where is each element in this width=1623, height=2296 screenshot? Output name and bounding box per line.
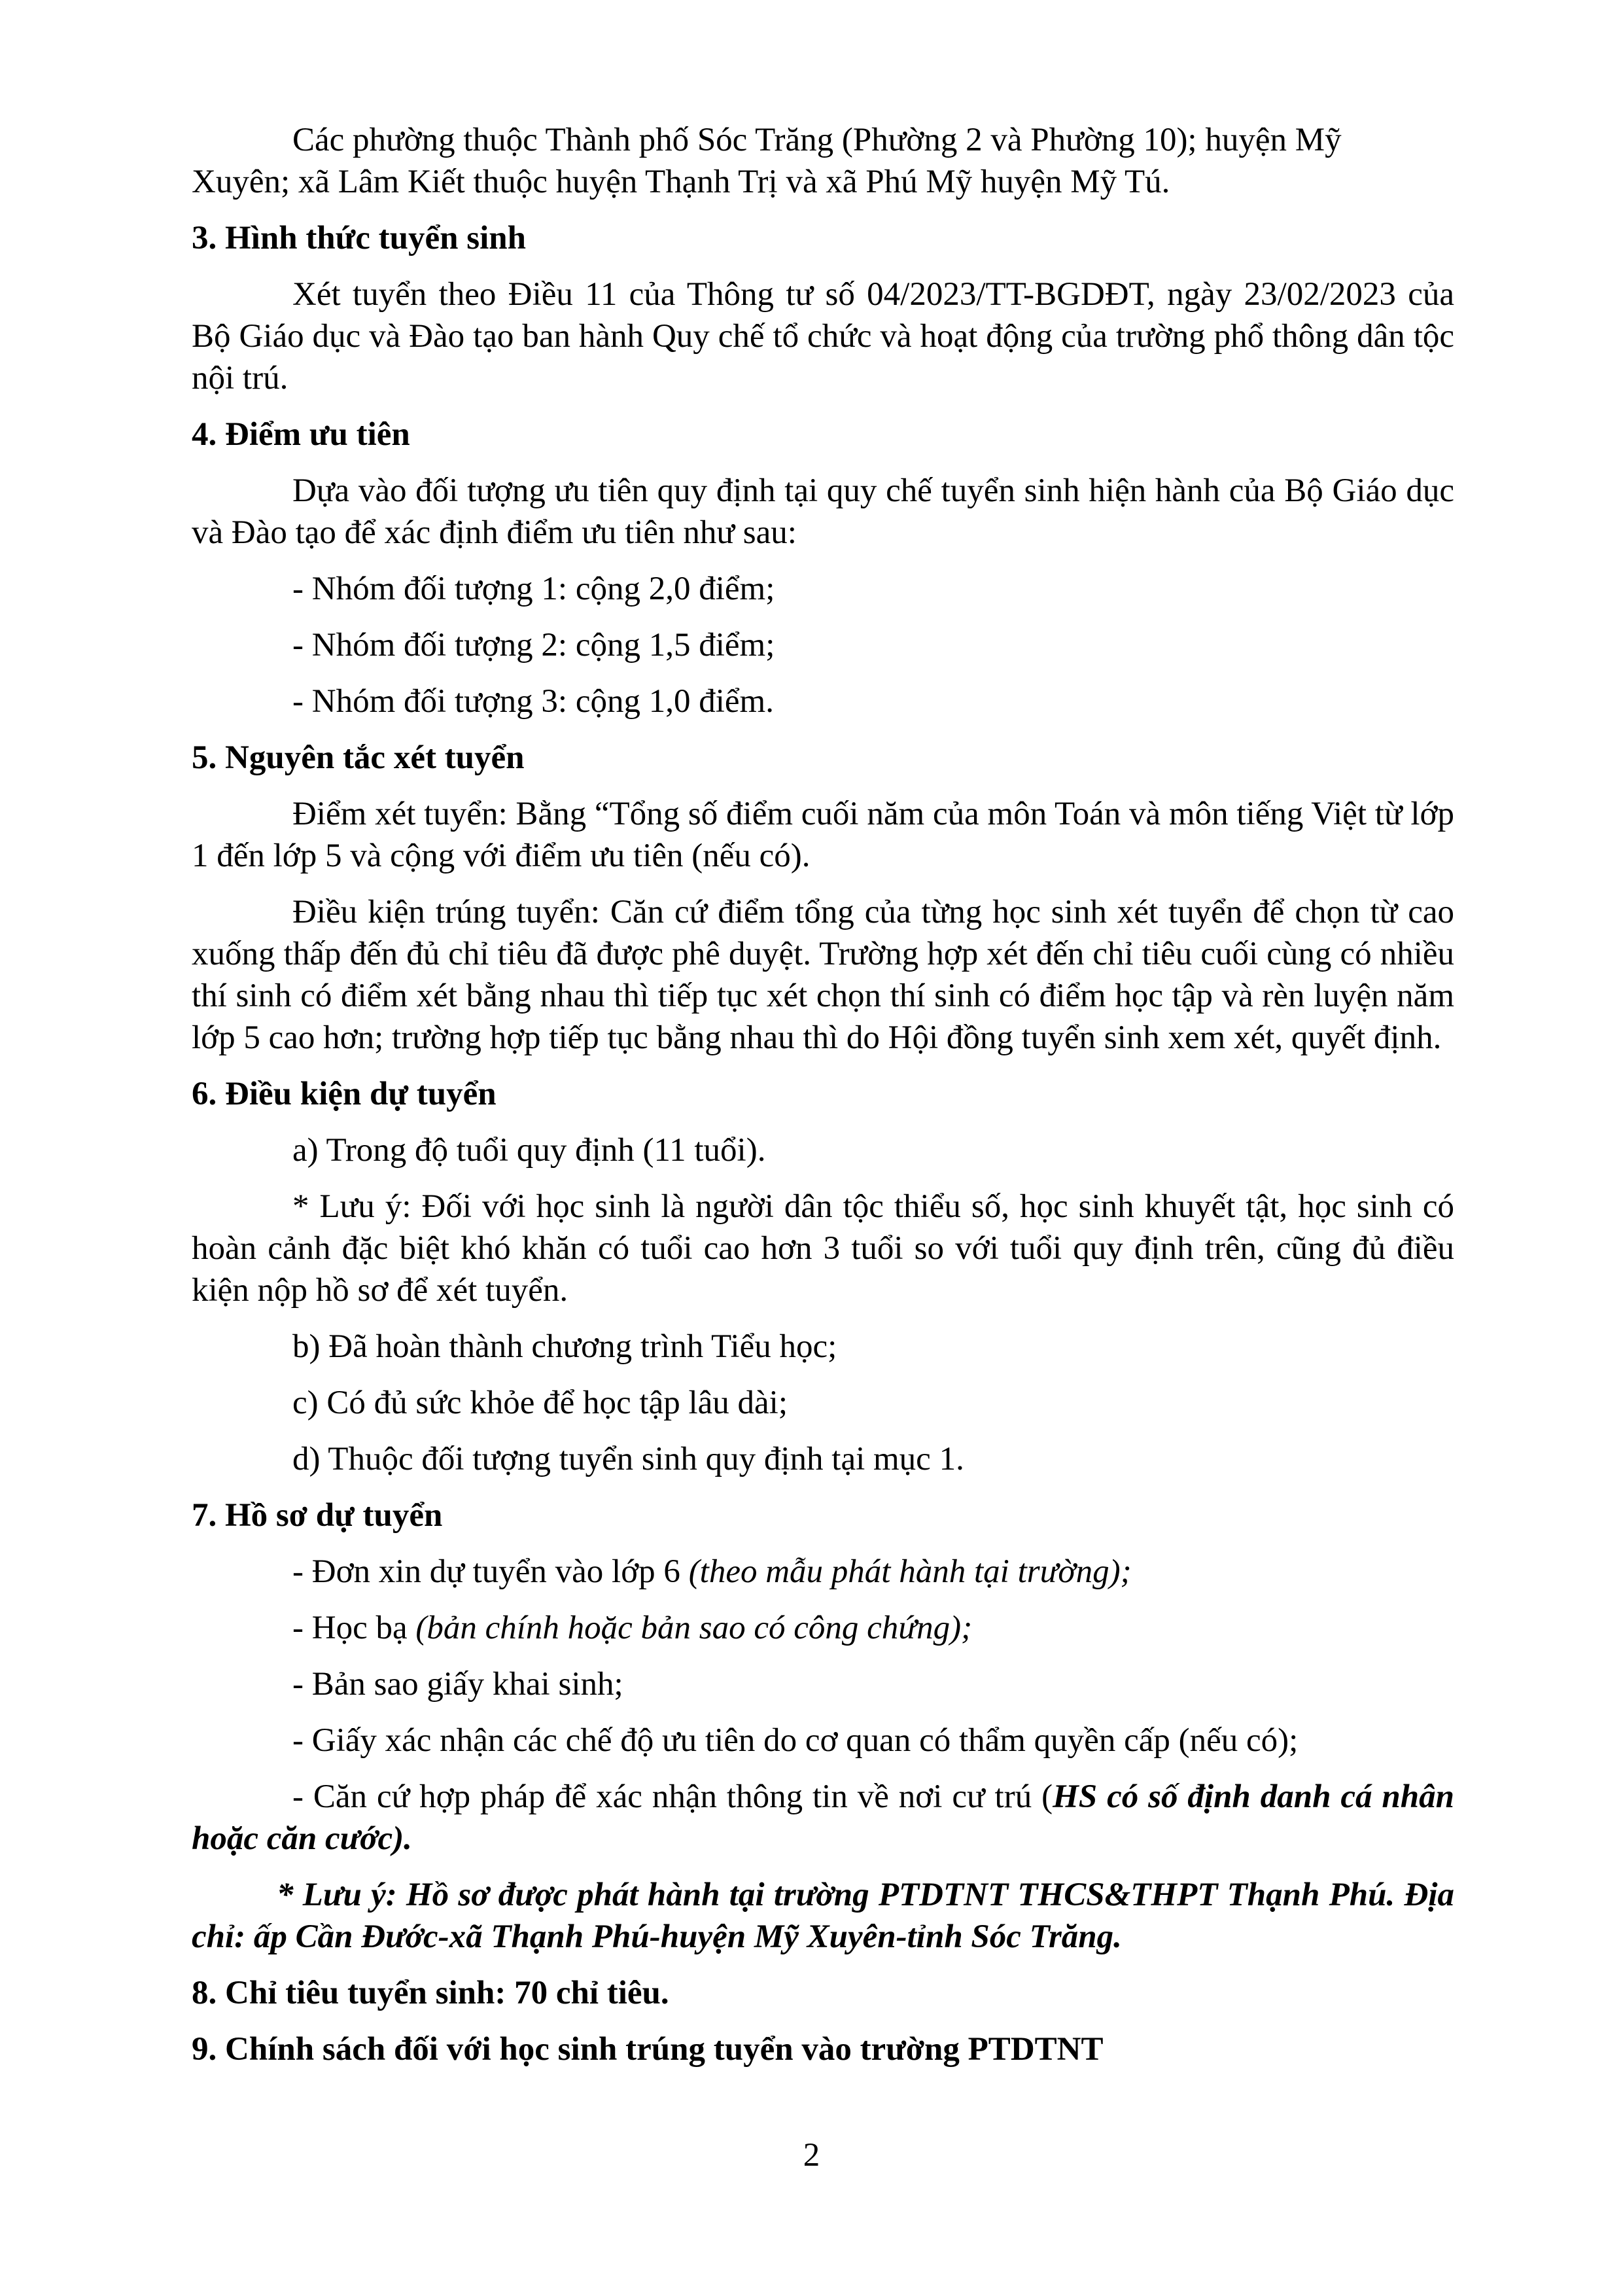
dossier-item-2-italic: (bản chính hoặc bản sao có công chứng); [415,1610,973,1646]
condition-note: * Lưu ý: Đối với học sinh là người dân tộc thiểu số, học sinh khuyết tật, học sinh có hoàn cảnh đặc biệt khó khăn có tuổi cao hơn 3 tuổi so với tuổi quy định trên, cũng đủ điều kiện nộp hồ sơ để xét tuyển. [192,1188,1454,1309]
page-content [192,119,1454,2070]
page-number: 2 [803,2137,820,2174]
intro-line-1: Các phường thuộc Thành phố Sóc Trăng (Phường 2 và Phường 10); huyện Mỹ [292,122,1342,158]
dossier-item-1-text: - Đơn xin dự tuyển vào lớp 6 [292,1553,689,1590]
condition-c: c) Có đủ sức khỏe để học tập lâu dài; [292,1385,788,1421]
intro-line-2: Xuyên; xã Lâm Kiết thuộc huyện Thạnh Trị và xã Phú Mỹ huyện Mỹ Tú. [192,164,1170,200]
dossier-note [192,1874,1454,1958]
section-9-heading: 9. Chính sách đối với học sinh trúng tuyển vào trường PTDTNT [192,2031,1104,2068]
dossier-note-text: Hồ sơ được phát hành tại trường PTDTNT THCS&THPT Thạnh Phú. Địa chỉ: ấp Cần Đước-xã Thạnh Phú-huyện Mỹ Xuyên-tỉnh Sóc Trăng. [192,1877,1454,1955]
section-5-paragraph-2: Điều kiện trúng tuyển: Căn cứ điểm tổng của từng học sinh xét tuyển để chọn từ cao xuống thấp đến đủ chỉ tiêu đã được phê duyệt. Trường hợp xét đến chỉ tiêu cuối cùng có nhiều thí sinh có điểm xét bằng nhau thì tiếp tục xét chọn thí sinh có điểm học tập và rèn luyện năm lớp 5 cao hơn; trường hợp tiếp tục bằng nhau thì do Hội đồng tuyển sinh xem xét, quyết định. [192,894,1454,1056]
dossier-item-5-text: - Căn cứ hợp pháp để xác nhận thông tin về nơi cư trú ( [292,1778,1053,1815]
section-4-body: Dựa vào đối tượng ưu tiên quy định tại quy chế tuyển sinh hiện hành của Bộ Giáo dục và Đào tạo để xác định điểm ưu tiên như sau: [192,472,1454,551]
condition-d: d) Thuộc đối tượng tuyển sinh quy định tại mục 1. [292,1441,964,1477]
priority-item-2: - Nhóm đối tượng 2: cộng 1,5 điểm; [292,627,775,663]
dossier-item-5-bold: HS có số định danh cá nhân hoặc căn cước). [192,1778,1455,1857]
dossier-item-3: - Bản sao giấy khai sinh; [292,1666,623,1703]
section-7-heading: 7. Hồ sơ dự tuyển [192,1497,443,1534]
dossier-note-label: * Lưu ý: [277,1877,397,1913]
condition-b: b) Đã hoàn thành chương trình Tiểu học; [292,1328,837,1365]
section-8-heading: 8. Chỉ tiêu tuyển sinh: 70 chỉ tiêu. [192,1975,669,2011]
section-4-heading: 4. Điểm ưu tiên [192,416,410,453]
dossier-item-1 [192,1551,1454,1593]
dossier-item-2 [192,1607,1454,1649]
dossier-item-1-italic: (theo mẫu phát hành tại trường); [688,1553,1132,1590]
section-5-heading: 5. Nguyên tắc xét tuyển [192,739,525,776]
priority-item-1: - Nhóm đối tượng 1: cộng 2,0 điểm; [292,571,775,607]
section-5-paragraph-1: Điểm xét tuyển: Bằng “Tổng số điểm cuối năm của môn Toán và môn tiếng Việt từ lớp 1 đến lớp 5 và cộng với điểm ưu tiên (nếu có). [192,796,1454,874]
dossier-item-4: - Giấy xác nhận các chế độ ưu tiên do cơ quan có thẩm quyền cấp (nếu có); [292,1722,1299,1759]
section-3-body: Xét tuyển theo Điều 11 của Thông tư số 04/2023/TT-BGDĐT, ngày 23/02/2023 của Bộ Giáo dục và Đào tạo ban hành Quy chế tổ chức và hoạt động của trường phổ thông dân tộc nội trú. [192,276,1454,397]
dossier-item-5 [192,1776,1454,1860]
section-6-heading: 6. Điều kiện dự tuyển [192,1076,497,1112]
dossier-item-2-text: - Học bạ [292,1610,416,1646]
priority-item-3: - Nhóm đối tượng 3: cộng 1,0 điểm. [292,683,774,720]
condition-a: a) Trong độ tuổi quy định (11 tuổi). [292,1132,766,1169]
section-3-heading: 3. Hình thức tuyển sinh [192,220,526,256]
